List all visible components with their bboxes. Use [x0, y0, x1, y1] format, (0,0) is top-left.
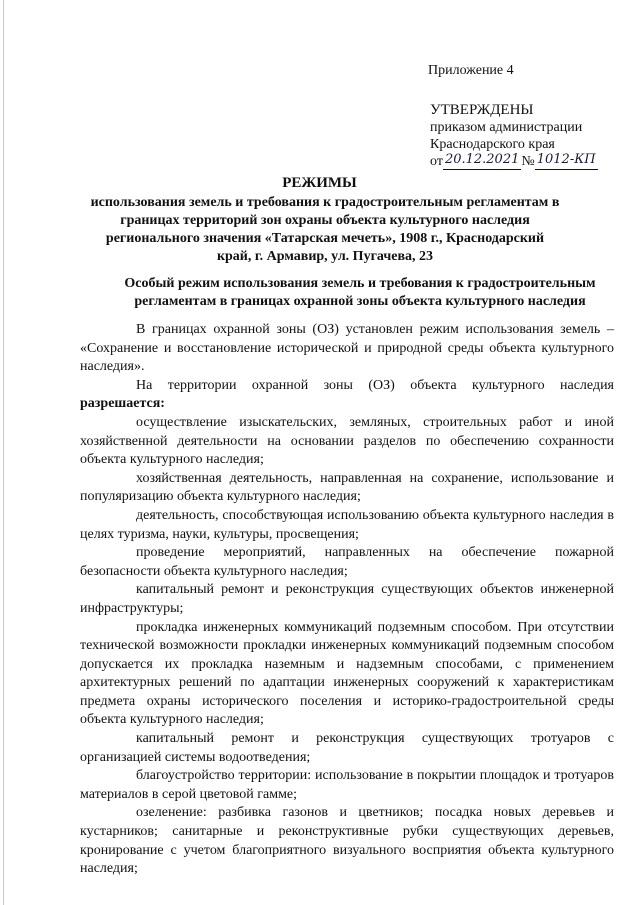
section-title: Особый режим использования земель и требования к градостроительным регламентам в границах охранной зоны объекта культурного наследия: [124, 276, 596, 309]
appendix-label: Приложение 4: [428, 63, 514, 78]
order-date-handwritten: 20.12.2021: [444, 152, 520, 167]
document-title: РЕЖИМЫ: [282, 175, 357, 191]
allowed-paragraph: [80, 377, 614, 414]
list-item: проведение мероприятий, направленных на обеспечение пожарной безопасности объекта культурного наследия;: [80, 545, 614, 579]
list-item: прокладка инженерных коммуникаций подземным способом. При отсутствии технической возможности прокладки инженерных коммуникаций подземным способом допускается их прокладка наземным и надземным способами, с применением архитектурных решений по адаптации инженерных сооружений к характеристикам предмета охраны исторического поселения и историко-градостроительной среды объекта культурного наследия;: [80, 619, 614, 728]
allowed-bold: разрешается:: [80, 396, 165, 412]
list-item: капитальный ремонт и реконструкция существующих объектов инженерной инфраструктуры;: [80, 582, 614, 616]
list-item: хозяйственная деятельность, направленная на сохранение, использование и популяризацию объекта культурного наследия;: [80, 470, 614, 505]
list-item: озеленение: разбивка газонов и цветников; посадка новых деревьев и кустарников; санитарные и реконструктивные рубки существующих деревьев, кронирование с учетом благоприятного визуального восприятия объекта культурного наследия;: [80, 805, 614, 877]
intro-paragraph: В границах охранной зоны (ОЗ) установлен режим использования земель – «Сохранение и восстановление исторической и природной среды объекта культурного наследия».: [80, 322, 614, 375]
order-number-handwritten: 1012-КП: [536, 152, 596, 167]
order-line-2: Краснодарского края: [430, 137, 555, 152]
list-item: осуществление изыскательских, земляных, строительных работ и иной хозяйственной деятельности на основании разделов по обеспечению сохранности объекта культурного наследия;: [80, 414, 614, 468]
date-prefix: от: [430, 154, 443, 169]
number-prefix: №: [521, 154, 535, 169]
list-item: капитальный ремонт и реконструкция существующих тротуаров с организацией системы водоотведения;: [80, 731, 614, 765]
order-line-1: приказом администрации: [430, 120, 583, 135]
approval-block: [430, 102, 598, 170]
allowed-lead: На территории охранной зоны (ОЗ) объекта культурного наследия: [136, 377, 614, 393]
scan-edge-line: [3, 0, 4, 905]
list-item: деятельность, способствующая использованию объекта культурного наследия в целях туризма, науки, культуры, просвещения;: [80, 507, 614, 542]
list-item: благоустройство территории: использование в покрытии площадок и тротуаров материалов в серой цветовой гамме;: [80, 768, 614, 802]
document-subtitle: использования земель и требования к градостроительным регламентам в границах территорий зон охраны объекта культурного наследия регионального значения «Татарская мечеть», 1908 г., Краснодарский край, г. Армавир, ул. Пугачева, 23: [90, 195, 560, 264]
body-text: [80, 321, 614, 879]
order-date-number: [430, 153, 598, 170]
approved-heading: УТВЕРЖДЕНЫ: [430, 102, 534, 118]
